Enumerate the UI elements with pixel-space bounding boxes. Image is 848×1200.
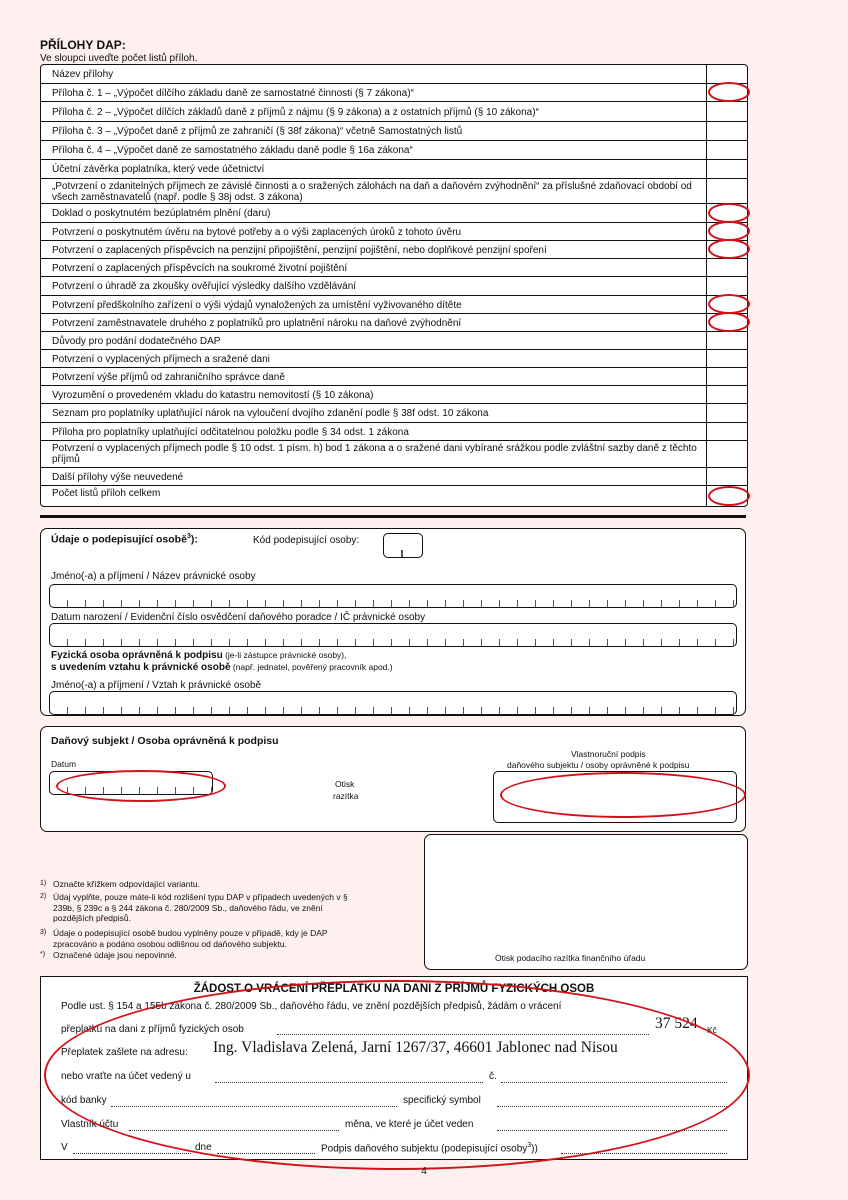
signer-birth-field[interactable] [49,623,737,647]
attachment-count-cell[interactable] [707,423,747,441]
footnote: 3) Údaje o podepisující osobě budou vyplněny pouze v případě, kdy je DAP zpracováno a podáno osobou odlišnou od daňového subjektu. [40,928,328,949]
table-row [41,159,747,179]
attachment-label: Potvrzení zaměstnavatele druhého z poplatníků pro uplatnění nároku na daňové zvýhodnění [52,317,462,329]
signer-box [40,528,746,716]
attachment-label: Potvrzení o zaplacených příspěvcích na soukromé životní pojištění [52,262,348,274]
annotation-ellipse-count [708,203,750,223]
table-row [41,295,747,314]
table-row [41,222,747,241]
attachments-table [40,64,748,507]
refund-line-1: Podle ust. § 154 a 155b zákona č. 280/2009 Sb., daňového řádu, ve znění pozdějších předpisů, žádám o vrácení [61,1001,562,1012]
signer-birth-label: Datum narození / Evidenční číslo osvědčení daňového poradce / IČ právnické osoby [51,612,426,623]
bank-code-label: kód banky [61,1095,107,1106]
refund-amount: 37 524 [655,1015,698,1032]
table-row [41,258,747,277]
attachment-label: Počet listů příloh celkem [52,488,161,499]
owner-label: Vlastník účtu [61,1119,119,1130]
attachment-count-cell[interactable] [707,441,747,468]
attachment-count-cell[interactable] [707,122,747,141]
account-currency-label: měna, ve které je účet veden [345,1119,474,1130]
table-row [41,422,747,441]
table-row [41,349,747,368]
attachment-label: Potvrzení výše příjmů od zahraničního správce daně [52,371,285,383]
signature-label-2: daňového subjektu / osoby oprávněné k podpisu [507,760,690,770]
stamp-label-1: Otisk [335,779,355,789]
footnote: *) Označené údaje jsou nepovinné. [40,950,177,960]
annotation-ellipse-refund [44,980,750,1170]
signer-name-label: Jméno(-a) a příjmení / Název právnické osoby [51,571,256,582]
table-row [41,467,747,486]
relation-label: Jméno(-a) a příjmení / Vztah k právnické osobě [51,680,262,691]
attachment-label: Příloha č. 1 – „Výpočet dílčího základu daně ze samostatné činnosti (§ 7 zákona)“ [52,87,414,99]
section-title: PŘÍLOHY DAP: [40,38,126,52]
refund-title: ŽÁDOST O VRÁCENÍ PŘEPLATKU NA DANI Z PŘÍJMŮ FYZICKÝCH OSOB [193,983,595,995]
table-row [41,121,747,141]
attachment-count-cell[interactable] [707,179,747,204]
attachment-count-cell[interactable] [707,386,747,404]
signer-title: Údaje o podepisující osobě$^3$): [51,533,198,546]
attachment-label: Potvrzení o zaplacených příspěvcích na penzijní připojištění, penzijní pojištění, nebo doplňkové penzijní spoření [52,244,547,256]
attachment-count-cell[interactable] [707,332,747,350]
attachment-count-cell[interactable] [707,350,747,368]
office-stamp-box [424,834,748,970]
annotation-ellipse-count [708,486,750,506]
account-label: nebo vraťte na účet vedený u [61,1071,191,1082]
refund-date-label: dne [195,1142,212,1153]
attachment-count-cell[interactable] [707,404,747,423]
annotation-ellipse-count [708,221,750,241]
attachment-label: Potvrzení o poskytnutém úvěru na bytové potřeby a o výši zaplacených úroků z tohoto úvěru [52,226,462,238]
relation-field[interactable] [49,691,737,715]
attachment-count-cell[interactable] [707,468,747,486]
subject-date-label: Datum [51,759,77,769]
refund-currency: Kč [707,1025,717,1035]
page-number: 4 [421,1166,427,1177]
authorized-line-1: Fyzická osoba oprávněná k podpisu (je-li zástupce právnické osoby), [51,650,347,661]
specific-symbol-label: specifický symbol [403,1095,481,1106]
table-row [41,276,747,296]
table-row [41,313,747,332]
attachment-label: Vyrozumění o provedeném vkladu do katastru nemovitostí (§ 10 zákona) [52,389,374,401]
attachment-label: Potvrzení o vyplacených příjmech a sražené dani [52,353,270,365]
table-row [41,203,747,223]
signature-label-1: Vlastnoruční podpis [571,749,646,759]
table-row [41,140,747,160]
annotation-ellipse-count [708,239,750,259]
attachment-label: Příloha č. 3 – „Výpočet daně z příjmů ze zahraničí (§ 38f zákona)“ včetně Samostatných listů [52,126,463,137]
attachment-label: Potvrzení o vyplacených příjmech podle § 10 odst. 1 písm. h) bod 1 zákona a o sražené dani vybírané srážkou podle zvláštní sazby daně z těchto příjmů [52,443,697,465]
refund-signature-label: Podpis daňového subjektu (podepisující osoby$^3$)) [321,1142,538,1155]
attachment-label: Potvrzení o úhradě za zkoušky ověřující výsledky dalšího vzdělávání [52,281,357,292]
table-row [41,367,747,386]
table-row [41,403,747,423]
account-number-label: č. [489,1071,497,1082]
refund-line-2: přeplatku na dani z příjmů fyzických osob [61,1024,244,1035]
attachment-label: „Potvrzení o zdanitelných příjmech ze závislé činnosti a o sražených zálohách na daň a daňovém zvýhodnění“ za příslušné zdaňovací období od všech zaměstnavatelů (např. podle § 38j odst. 3 zákona) [52,181,692,203]
attachment-label: Účetní závěrka poplatníka, který vede účetnictví [52,164,265,175]
attachment-label: Příloha č. 2 – „Výpočet dílčích základů daně z příjmů z nájmu (§ 9 zákona) a z ostatních příjmů (§ 10 zákona)“ [52,106,539,118]
attachment-label: Doklad o poskytnutém bezúplatném plnění (daru) [52,208,271,219]
section-separator [40,515,746,518]
attachment-count-cell[interactable] [707,259,747,277]
signer-code-label: Kód podepisující osoby: [253,535,360,546]
attachment-label: Název přílohy [52,68,114,80]
office-stamp-label: Otisk podacího razítka finančního úřadu [495,953,646,963]
table-row [41,331,747,350]
section-subtitle: Ve sloupci uveďte počet listů příloh. [40,53,198,64]
attachment-count-cell[interactable] [707,160,747,179]
table-row [41,240,747,259]
attachment-label: Potvrzení předškolního zařízení o výši výdajů vynaložených za umístění vyživovaného dítěte [52,299,462,311]
annotation-ellipse-date [56,770,226,802]
annotation-ellipse-count [708,294,750,314]
footnote: 1) Označte křížkem odpovídající variantu. [40,879,200,889]
attachment-count-cell[interactable] [707,102,747,122]
attachment-label: Další přílohy výše neuvedené [52,471,184,483]
address-label: Přeplatek zašlete na adresu: [61,1047,188,1058]
table-row [41,178,747,204]
address-value: Ing. Vladislava Zelená, Jarní 1267/37, 46601 Jablonec nad Nisou [213,1039,618,1056]
attachment-count-cell[interactable] [707,368,747,386]
annotation-ellipse-count [708,312,750,332]
annotation-ellipse-count [708,82,750,102]
authorized-line-2: s uvedením vztahu k právnické osobě (např. jednatel, pověřený pracovník apod.) [51,662,393,673]
attachment-label: Důvody pro podání dodatečného DAP [52,335,221,347]
stamp-label-2: razítka [333,791,359,801]
attachment-label: Příloha č. 4 – „Výpočet daně ze samostatného základu daně podle § 16a zákona“ [52,145,413,156]
table-row [41,101,747,122]
attachment-label: Příloha pro poplatníky uplatňující odčitatelnou položku podle § 34 odst. 1 zákona [52,426,409,438]
table-row [41,485,747,507]
table-row [41,440,747,468]
annotation-ellipse-signature [500,772,746,818]
signer-code-field[interactable] [383,533,423,558]
footnote: 2) Údaj vyplňte, pouze máte-li kód rozlišení typu DAP v případech uvedených v § 239b, § 239c a § 244 zákona č. 280/2009 Sb., daňového řádu, ve znění pozdějších předpisů. [40,892,348,923]
table-header-row [41,65,747,83]
table-row [41,385,747,404]
attachment-count-cell[interactable] [707,141,747,160]
signer-name-field[interactable] [49,584,737,608]
attachment-label: Seznam pro poplatníky uplatňující nárok na vyloučení dvojího zdanění podle § 38f odst. 10 zákona [52,408,489,419]
table-row [41,83,747,102]
subject-title: Daňový subjekt / Osoba oprávněná k podpisu [51,735,279,747]
place-label: V [61,1142,68,1153]
